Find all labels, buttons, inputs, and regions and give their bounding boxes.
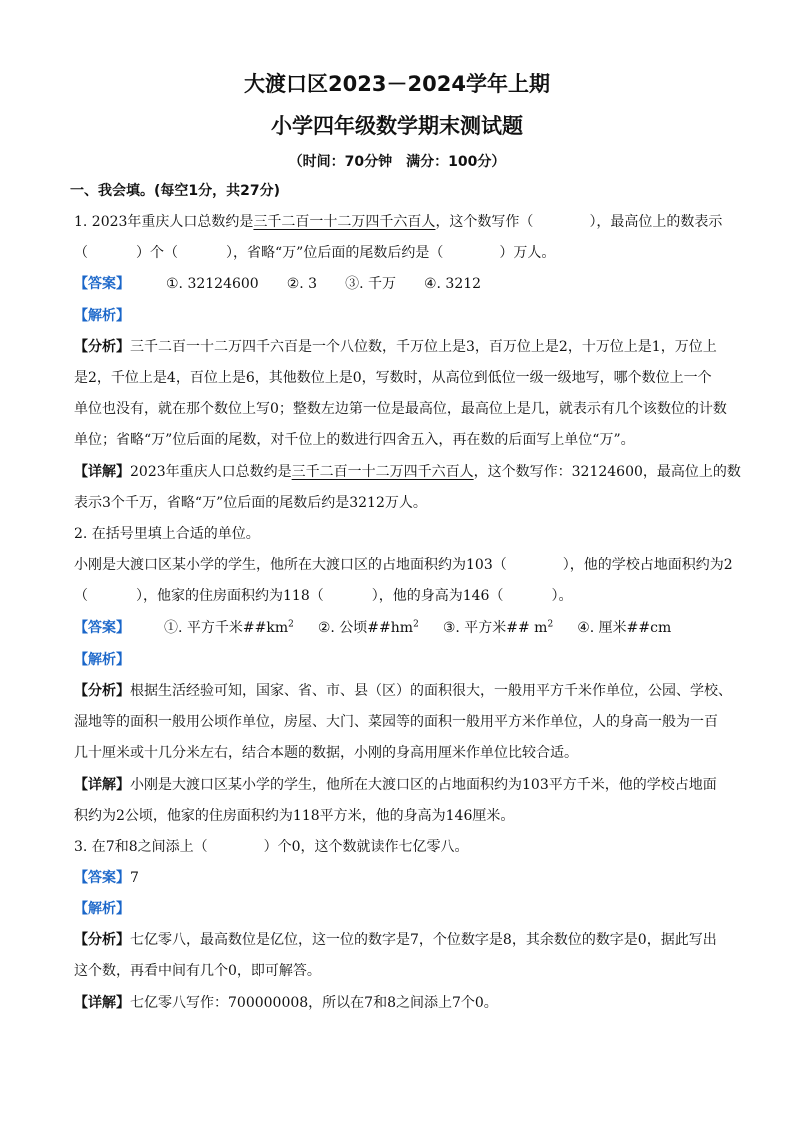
q3-xiangjie-1 — [74, 993, 734, 1013]
xiangjie-text: 七亿零八写作：700000008，所以在7和8之间添上7个0。 — [130, 995, 498, 1011]
q3-text: ）个0，这个数就读作七亿零八。 — [263, 839, 469, 855]
answer-label: 【答案】 — [74, 620, 130, 636]
exam-meta: （时间：70分钟 满分：100分） — [288, 154, 506, 170]
q1-xiangjie-2: 表示3个千万，省略“万”位后面的尾数后约是3212万人。 — [74, 495, 427, 511]
q1-answer-1: ①. 32124600 — [166, 276, 259, 292]
superscript: 2 — [288, 619, 294, 630]
q2-answer-3: ③. 平方米## m — [442, 620, 548, 636]
q1-text: （ — [74, 245, 88, 261]
xiangjie-label: 【详解】 — [74, 995, 130, 1011]
q2-fenxi-2: 湿地等的面积一般用公顷作单位，房屋、大门、菜园等的面积一般用平方米作单位，人的身高一般为一百 — [74, 714, 718, 730]
q1-answer-2: ②. 3 — [286, 276, 318, 292]
exam-subtitle: 小学四年级数学期末测试题 — [271, 114, 523, 138]
q1-text: ），最高位上的数表示 — [589, 214, 723, 230]
q1-text: ）万人。 — [499, 245, 556, 261]
xiangjie-label: 【详解】 — [74, 464, 130, 480]
exam-title: 大渡口区2023－2024学年上期 — [244, 72, 550, 96]
q1-text: ，这个数写作（ — [435, 214, 534, 230]
fenxi-text: 根据生活经验可知，国家、省、市、县（区）的面积很大，一般用平方千米作单位，公园、学校、 — [130, 683, 732, 699]
fenxi-label: 【分析】 — [74, 683, 130, 699]
q1-text: 1. 2023年重庆人口总数约是 — [74, 214, 254, 230]
q2-title: 2. 在括号里填上合适的单位。 — [74, 526, 260, 542]
q1-fenxi-1 — [74, 337, 734, 357]
q3-fenxi-1 — [74, 930, 734, 950]
q2-xiangjie-1 — [74, 775, 734, 795]
q2-text: ），他家的住房面积约为118（ — [136, 588, 324, 604]
q2-text: 小刚是大渡口区某小学的学生，他所在大渡口区的占地面积约为103（ — [74, 557, 507, 573]
q2-line-2 — [74, 586, 734, 606]
xiangjie-text: 2023年重庆人口总数约是 — [130, 464, 292, 480]
q1-text: ），省略“万”位后面的尾数后约是（ — [226, 245, 444, 261]
q1-underlined: 三千二百一十二万四千六百人 — [253, 214, 436, 230]
q3-answer — [74, 868, 734, 888]
q1-answer — [74, 274, 734, 294]
q2-text: ）。 — [551, 588, 573, 604]
q2-line-1 — [74, 555, 734, 575]
analysis-head-label: 【解析】 — [74, 901, 130, 917]
analysis-head-label: 【解析】 — [74, 652, 130, 668]
q3-fenxi-2: 这个数，再看中间有几个0，即可解答。 — [74, 963, 321, 979]
answer-label: 【答案】 — [74, 276, 130, 292]
q1-xiangjie-1 — [74, 462, 741, 482]
q3-answer-value: 7 — [130, 870, 139, 886]
q2-analysis-head — [74, 650, 734, 670]
superscript: 2 — [547, 619, 554, 630]
q3-title — [74, 837, 734, 857]
q2-answer-2: ②. 公顷##hm — [317, 620, 414, 636]
q2-answer — [74, 618, 734, 638]
q1-fenxi-2: 是2，千位上是4，百位上是6，其他数位上是0，写数时，从高位到低位一级一级地写，哪个数位上一个 — [74, 370, 712, 386]
q2-text: ），他的身高为146（ — [371, 588, 504, 604]
answer-label: 【答案】 — [74, 870, 130, 886]
xiangjie-text: 小刚是大渡口区某小学的学生，他所在大渡口区的占地面积约为103平方千米，他的学校占地面 — [130, 777, 717, 793]
section-heading: 一、我会填。(每空1分，共27分) — [70, 183, 281, 199]
q3-text: 3. 在7和8之间添上（ — [74, 839, 208, 855]
q3-analysis-head — [74, 899, 734, 919]
q2-text: （ — [74, 588, 88, 604]
q2-fenxi-3: 几十厘米或十几分米左右，结合本题的数据，小刚的身高用厘米作单位比较合适。 — [74, 745, 578, 761]
q1-text: ）个（ — [136, 245, 178, 261]
q1-fenxi-4: 单位；省略“万”位后面的尾数，对千位上的数进行四舍五入，再在数的后面写上单位“万”。 — [74, 432, 635, 448]
superscript: 2 — [413, 619, 419, 630]
q1-line-1 — [74, 212, 734, 232]
q1-analysis-head — [74, 306, 734, 326]
q1-line-2 — [74, 243, 734, 263]
q2-xiangjie-2: 积约为2公顷，他家的住房面积约为118平方米，他的身高为146厘米。 — [74, 808, 515, 824]
xiangjie-text: ，这个数写作：32124600，最高位上的数 — [473, 464, 741, 480]
xiangjie-label: 【详解】 — [74, 777, 130, 793]
fenxi-text: 七亿零八，最高数位是亿位，这一位的数字是7，个位数字是8，其余数位的数字是0，据此写出 — [130, 932, 717, 948]
q2-answer-1: ①. 平方千米##km — [164, 620, 289, 636]
q2-fenxi-1 — [74, 681, 734, 701]
q1-answer-4: ④. 3212 — [423, 276, 482, 292]
q1-answer-3: ③. 千万 — [345, 276, 396, 292]
analysis-head-label: 【解析】 — [74, 308, 130, 324]
fenxi-label: 【分析】 — [74, 339, 130, 355]
fenxi-text: 三千二百一十二万四千六百是一个八位数，千万位上是3，百万位上是2，十万位上是1，万位上 — [130, 339, 717, 355]
q2-answer-4: ④. 厘米##cm — [577, 620, 672, 636]
fenxi-label: 【分析】 — [74, 932, 130, 948]
q2-text: ），他的学校占地面积约为2 — [562, 557, 733, 573]
xiangjie-underlined: 三千二百一十二万四千六百人 — [291, 464, 474, 480]
q1-fenxi-3: 单位也没有，就在那个数位上写0；整数左边第一位是最高位，最高位上是几，就表示有几个该数位的计数 — [74, 401, 727, 417]
